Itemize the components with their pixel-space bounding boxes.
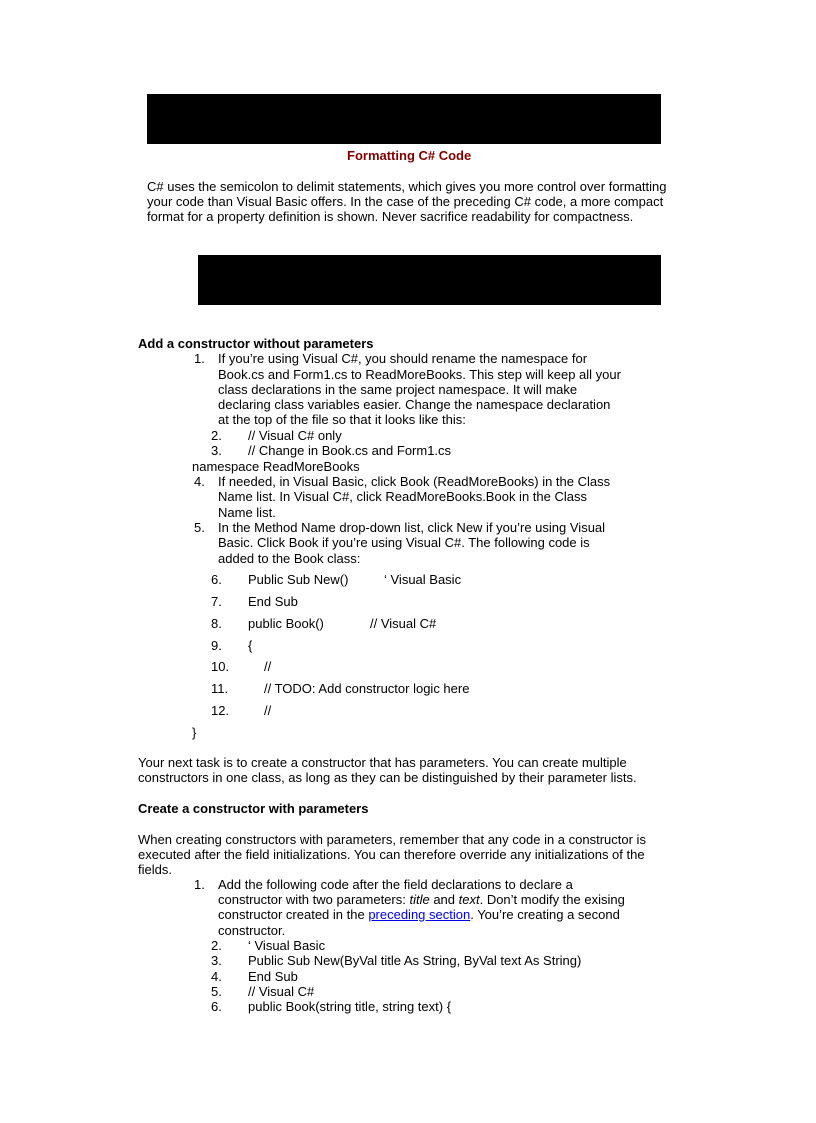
code-line-number: 9. (211, 638, 222, 653)
code-line-text: // Visual C# only (248, 428, 342, 443)
step-text-line: class declarations in the same project namespace. It will make (218, 382, 578, 397)
step-number: 5. (194, 520, 205, 535)
step-text-line: In the Method Name drop-down list, click New if you’re using Visual (218, 520, 606, 535)
code-line-text: // (264, 659, 272, 674)
namespace-line: namespace ReadMoreBooks (192, 459, 360, 474)
param-title: title (409, 892, 430, 907)
code-line-text: Public Sub New() (248, 572, 349, 587)
step-number: 1. (194, 351, 205, 366)
code-line-number: 7. (211, 594, 222, 609)
code-line-text: // Visual C# (248, 984, 315, 999)
code-line-number: 12. (211, 703, 230, 718)
step-text-segment: constructor with two parameters: (218, 892, 410, 907)
step-text-line: Add the following code after the field declarations to declare a (218, 877, 573, 892)
section2-paragraph: When creating constructors with parameters, remember that any code in a constructor is executed after the field initializations. You can therefore override any initializations of the fields. (138, 832, 646, 877)
code-line-number: 3. (211, 443, 222, 458)
code-line-text: // TODO: Add constructor logic here (264, 681, 470, 696)
step-text-line: Name list. (218, 505, 276, 520)
code-line-number: 10. (211, 659, 230, 674)
code-line-number: 6. (211, 999, 222, 1014)
code-line-text: public Book() (248, 616, 324, 631)
code-line-number: 8. (211, 616, 222, 631)
step-number: 4. (194, 474, 205, 489)
code-line-text: public Book(string title, string text) { (248, 999, 452, 1014)
step-text-line (218, 892, 625, 907)
code-line-number: 3. (211, 953, 222, 968)
step-text-line: declaring class variables easier. Change the namespace declaration (218, 397, 611, 412)
step-number: 1. (194, 877, 205, 892)
redacted-code-block-middle (198, 255, 661, 305)
preceding-section-link[interactable]: preceding section (368, 907, 471, 922)
section-title-constructor-with-params: Create a constructor with parameters (138, 801, 369, 816)
code-line-number: 6. (211, 572, 222, 587)
code-line-number: 2. (211, 938, 222, 953)
code-line-comment: ‘ Visual Basic (384, 572, 462, 587)
step-text-line: If you’re using Visual C#, you should rename the namespace for (218, 351, 588, 366)
closing-brace: } (192, 725, 197, 740)
step-text-line: Book.cs and Form1.cs to ReadMoreBooks. This step will keep all your (218, 367, 621, 382)
step-text-line: added to the Book class: (218, 551, 361, 566)
step-text-line: Name list. In Visual C#, click ReadMoreBooks.Book in the Class (218, 489, 587, 504)
redacted-code-block-top (147, 94, 661, 144)
code-line-text: // Change in Book.cs and Form1.cs (248, 443, 452, 458)
code-line-text: ‘ Visual Basic (248, 938, 326, 953)
step-text-segment: . Don’t modify the exising (479, 892, 625, 907)
code-line-text: End Sub (248, 594, 298, 609)
step-text-line: constructor. (218, 923, 286, 938)
next-task-paragraph: Your next task is to create a constructor that has parameters. You can create multiple constructors in one class, as long as they can be distinguished by their parameter lists. (138, 755, 637, 785)
step-text-segment: . You’re creating a second (470, 907, 620, 922)
code-line-text: // (264, 703, 272, 718)
code-line-number: 4. (211, 969, 222, 984)
code-line-text: { (248, 638, 253, 653)
step-text-line: Basic. Click Book if you’re using Visual C#. The following code is (218, 535, 590, 550)
code-line-number: 11. (211, 681, 229, 696)
step-text-line: If needed, in Visual Basic, click Book (ReadMoreBooks) in the Class (218, 474, 611, 489)
step-text-segment: and (429, 892, 459, 907)
code-line-text: End Sub (248, 969, 298, 984)
step-text-line (218, 907, 620, 922)
intro-paragraph: C# uses the semicolon to delimit statements, which gives you more control over formatting your code than Visual Basic offers. In the case of the preceding C# code, a more compact format for a property definition is shown. Never sacrifice readability for compactness. (147, 179, 667, 224)
param-text: text (458, 892, 480, 907)
code-line-number: 2. (211, 428, 222, 443)
step-text-line: at the top of the file so that it looks like this: (218, 412, 466, 427)
code-line-comment: // Visual C# (370, 616, 437, 631)
code-line-number: 5. (211, 984, 222, 999)
step-text-segment: constructor created in the (218, 907, 369, 922)
code-line-text: Public Sub New(ByVal title As String, ByVal text As String) (248, 953, 582, 968)
section-title-constructor-no-params: Add a constructor without parameters (138, 336, 374, 351)
page-heading: Formatting C# Code (347, 148, 472, 163)
